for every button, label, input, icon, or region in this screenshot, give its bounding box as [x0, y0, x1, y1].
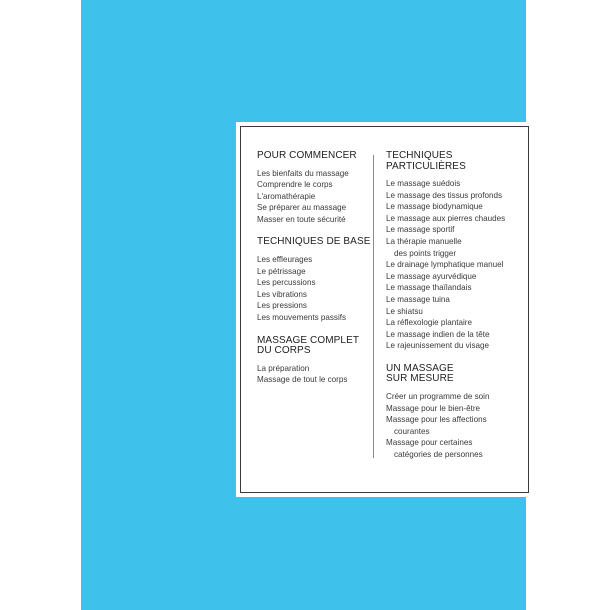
toc-item: Le massage tuina [386, 294, 450, 304]
toc-item: Le massage aux pierres chaudes [386, 213, 506, 223]
toc-section [257, 336, 372, 386]
toc-item: La thérapie manuelle [386, 236, 462, 246]
toc-item: Massage pour certaines [386, 438, 473, 448]
toc-item: Massage pour les affections [386, 415, 487, 425]
toc-item-continuation [386, 248, 526, 260]
toc-item: Le massage ayurvédique [386, 271, 477, 281]
toc-item: Le massage biodynamique [386, 202, 483, 212]
toc-item: Les pressions [257, 301, 307, 311]
continuation-text: courantes [394, 426, 430, 436]
column-divider [373, 155, 374, 458]
section-title-line: TECHNIQUES [386, 150, 453, 161]
toc-item: Les vibrations [257, 289, 307, 299]
toc-item: Créer un programme de soin [386, 391, 490, 401]
toc-item: La préparation [257, 363, 310, 373]
toc-section [257, 151, 372, 225]
toc-section [386, 151, 526, 352]
toc-item: Massage pour le bien-être [386, 403, 481, 413]
toc-item: Le massage suédois [386, 179, 461, 188]
section-title: TECHNIQUES DE BASE [257, 236, 371, 248]
cover-background [81, 0, 526, 610]
toc-item: Le pétrissage [257, 266, 306, 276]
toc-item: L'aromathérapie [257, 191, 316, 201]
table-of-contents-panel [236, 122, 533, 497]
section-items [257, 168, 372, 226]
toc-section [386, 364, 526, 461]
toc-item: Le rajeunissement du visage [386, 341, 490, 351]
toc-item: Le drainage lymphatique manuel [386, 260, 504, 270]
continuation-text: des points trigger [394, 248, 457, 258]
toc-item: Le shiatsu [386, 306, 423, 316]
section-title [257, 336, 372, 357]
toc-item-continuation [386, 426, 526, 438]
toc-item: Se préparer au massage [257, 203, 347, 213]
toc-item: Comprendre le corps [257, 180, 333, 190]
section-title-line: PARTICULIÈRES [386, 160, 466, 172]
section-items [386, 391, 526, 461]
toc-item: Les percussions [257, 278, 316, 288]
section-items [257, 363, 372, 386]
section-title [386, 364, 526, 385]
toc-item: Massage de tout le corps [257, 375, 348, 385]
toc-item: Les effleurages [257, 254, 313, 264]
continuation-text: catégories de personnes [394, 449, 483, 459]
section-title-line: SUR MESURE [386, 373, 454, 385]
toc-item: Le massage sportif [386, 225, 455, 235]
toc-section [257, 237, 372, 323]
section-items [257, 254, 372, 324]
toc-left-column [257, 151, 372, 398]
toc-item: La réflexologie plantaire [386, 318, 472, 328]
toc-right-column [386, 151, 526, 472]
section-title [386, 151, 526, 172]
toc-item: Les bienfaits du massage [257, 168, 349, 178]
toc-item: Les mouvements passifs [257, 312, 347, 322]
toc-item: Masser en toute sécurité [257, 214, 346, 224]
toc-item: Le massage thaïlandais [386, 283, 472, 293]
section-title-line: MASSAGE COMPLET [257, 334, 360, 346]
section-items [386, 178, 526, 352]
toc-item: Le massage des tissus profonds [386, 190, 503, 200]
section-title-line: DU CORPS [257, 345, 311, 357]
toc-item: Le massage indien de la tête [386, 329, 490, 339]
section-title: POUR COMMENCER [257, 150, 357, 161]
toc-item-continuation [386, 449, 526, 461]
section-title-line: UN MASSAGE [386, 362, 454, 374]
